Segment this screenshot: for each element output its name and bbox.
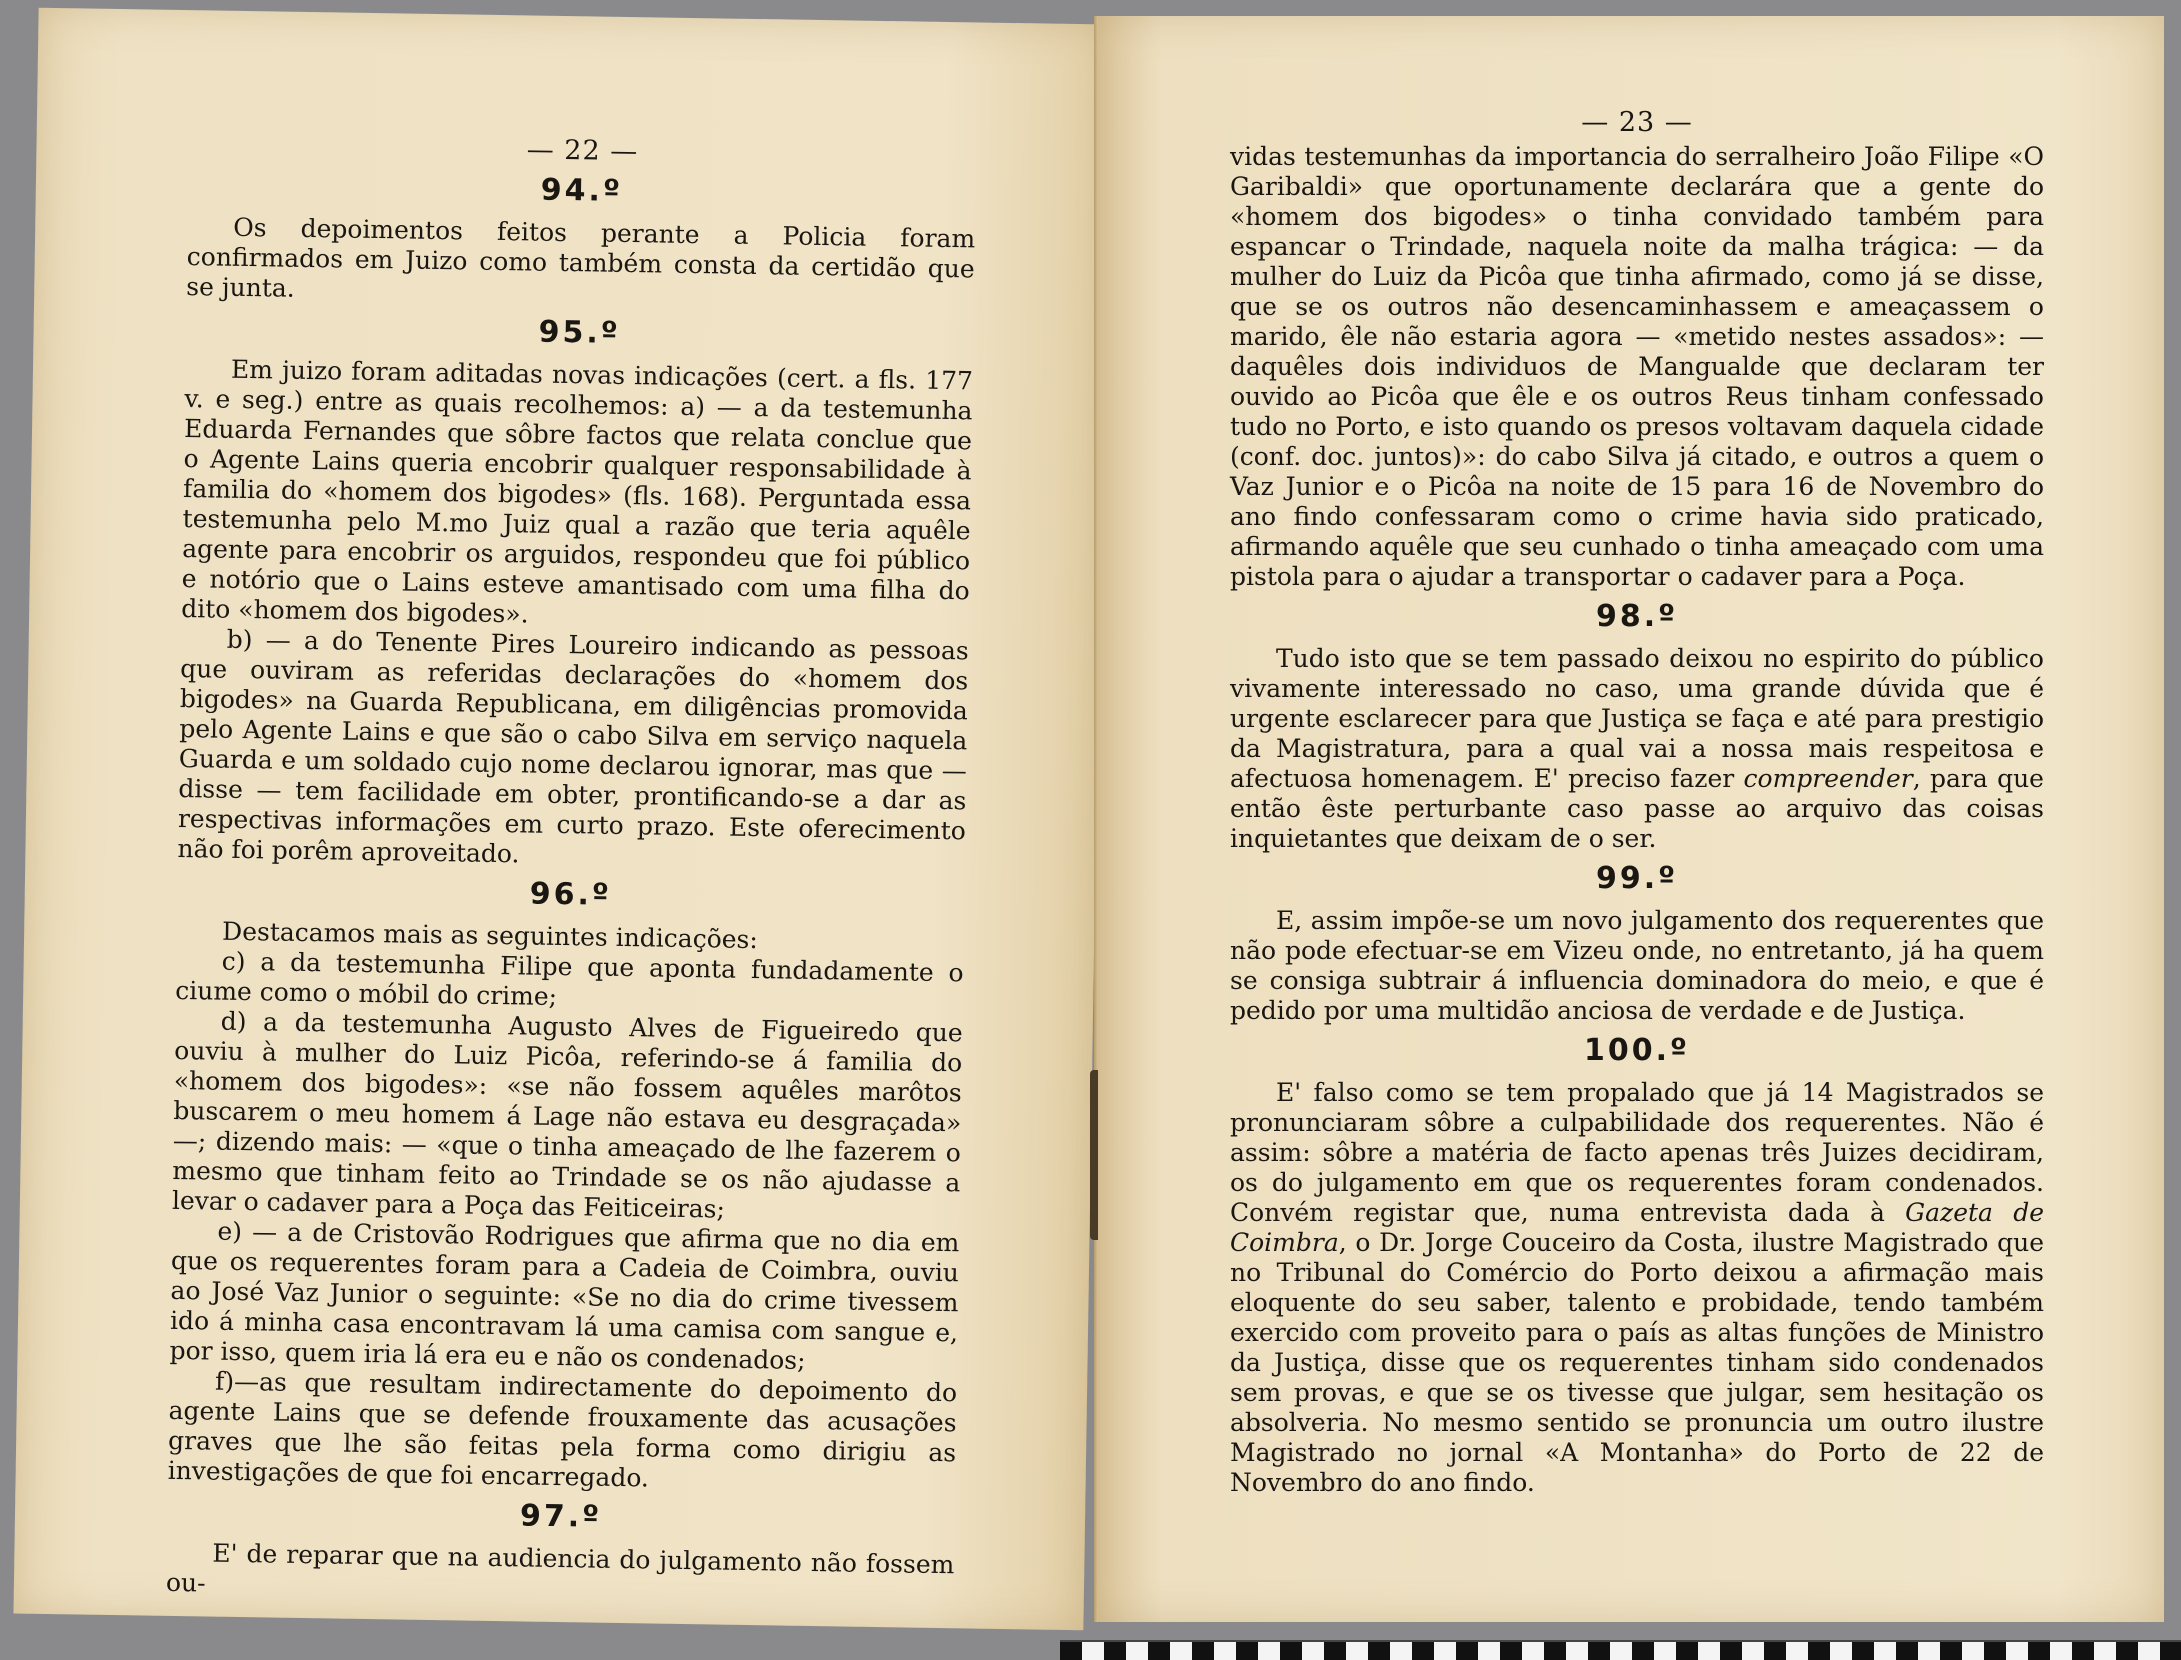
left-page-content <box>166 10 979 1610</box>
paragraph: f)—as que resultam indirectamente do depoimento do agente Lains que se defende frouxamente das acusações graves que lhe são feitas pela forma como dirigiu as investigações de que foi encarregado. <box>167 1366 958 1493</box>
paragraph: c) a da testemunha Filipe que aponta fundadamente o ciume como o móbil do crime; <box>175 946 964 1011</box>
right-page-content <box>1230 16 2044 1498</box>
emphasis-text: compreender <box>1743 764 1913 793</box>
page-number: — 23 — <box>1581 107 1693 138</box>
page-number: — 22 — <box>526 134 639 168</box>
article-number: 99.º <box>1595 861 1679 896</box>
paragraph: Destacamos mais as seguintes indicações: <box>221 916 759 955</box>
paragraph: b) — a do Tenente Pires Loureiro indicando as pessoas que ouviram as referidas declarações do «homem dos bigodes» na Guarda Republicana, em diligências promovida pelo Agente Lains e que são o cabo Silva em serviço naquela Guarda e um soldado cujo nome declarou ignorar, mas que — disse — tem facilidade em obter, prontificando-se a dar as respectivas informações em curto prazo. Este oferecimento não foi porêm aproveitado. <box>177 624 969 869</box>
paragraph: d) a da testemunha Augusto Alves de Figueiredo que ouviu à mulher do Luiz Picôa, referindo-se á familia do «homem dos bigodes»: «se não fossem aquêles marôtos buscarem o meu homem á Lage não estava eu desgraçada» —; dizendo mais: — «que o tinha ameaçado de lhe fazerem o mesmo que tinham feito ao Trindade se os não ajudasse a levar o cadaver para a Poça das Feiticeiras; <box>171 1006 963 1224</box>
article-number: 100.º <box>1584 1033 1690 1068</box>
right-page <box>1098 16 2164 1622</box>
article-number: 95.º <box>538 314 621 351</box>
article-number: 94.º <box>540 172 624 209</box>
paragraph <box>1230 644 2044 854</box>
paragraph: vidas testemunhas da importancia do serralheiro João Filipe «O Garibaldi» que oportunamente declarára que a gente do «homem dos bigodes» o tinha convidado também para espancar o Trindade, naquela noite da malha trágica: — da mulher do Luiz da Picôa que tinha afirmado, como já se disse, que se os outros não desencaminhassem e ameaçassem o marido, êle não estaria agora — «metido nestes assados»: — daquêles dois individuos de Mangualde que declaram ter ouvido ao Picôa que êle e os outros Reus tinham confessado tudo no Porto, e isto quando os presos voltavam daquela cidade (conf. doc. juntos)»: do cabo Silva já citado, e outros a quem o Vaz Junior e o Picôa na noite de 15 para 16 de Novembro do ano findo confessaram como o crime havia sido praticado, afirmando aquêle que seu cunhado o tinha ameaçado com uma pistola para o ajudar a transportar o cadaver para a Poça. <box>1230 142 2044 591</box>
paragraph <box>1230 1078 2044 1498</box>
paragraph-text: Tudo isto que se tem passado deixou no espirito do público vivamente interessado no caso, uma grande dúvida que é urgente esclarecer para que Justiça se faça e até para prestigio da Magistratura, para a qual vai a nossa mais respeitosa e afectuosa homenagem. E' preciso fazer <box>1230 644 2044 793</box>
paragraph-text: , para que então êste perturbante caso passe ao arquivo das coisas inquietantes que deixam de o ser. <box>1230 764 2044 853</box>
paragraph-text: E' falso como se tem propalado que já 14 Magistrados se pronunciaram sôbre a culpabilidade dos requerentes. Não é assim: sôbre a matéria de facto apenas três Juizes decidiram, os do julgamento em que os requerentes foram condenados. Convém registar que, numa entrevista dada à <box>1230 1078 2044 1227</box>
article-number: 98.º <box>1595 599 1679 634</box>
emphasis-text: Gazeta de Coimbra <box>1230 1198 2044 1257</box>
paragraph: E' de reparar que na audiencia do julgamento não fossem ou- <box>165 1538 955 1598</box>
paragraph-text: E, assim impõe-se um novo julgamento dos requerentes que não pode efectuar-se em Vizeu onde, no entretanto, já ha quem se consiga subtrair á influencia dominadora do meio, e que é pedido por uma multidão anciosa de verdade e de Justiça. <box>1230 906 2044 1025</box>
measurement-scale <box>1060 1640 2181 1660</box>
paragraph: Em juizo foram aditadas novas indicações (cert. a fls. 177 v. e seg.) entre as quais recolhemos: a) — a da testemunha Eduarda Fernandes que sôbre factos que relata conclue que o Agente Lains queria encobrir qualquer responsabilidade à familia do «homem dos bigodes» (fls. 168). Perguntada essa testemunha pelo M.mo Juiz qual a razão que teria aquêle agente para encobrir os arguidos, respondeu que foi público e notório que o Lains esteve amantisado com uma filha do dito «homem dos bigodes». <box>181 354 974 629</box>
article-number: 96.º <box>529 876 613 913</box>
article-number: 97.º <box>519 1498 603 1535</box>
paragraph <box>1230 906 2044 1026</box>
left-page <box>13 8 1108 1631</box>
paragraph-text: , o Dr. Jorge Couceiro da Costa, ilustre Magistrado que no Tribunal do Comércio do Porto deixou a afirmação mais eloquente do seu saber, talento e probidade, tendo também exercido com proveito para o país as altas funções de Ministro da Justiça, disse que os requerentes tinham sido condenados sem provas, e que se os tivesse que julgar, sem hesitação os absolveria. No mesmo sentido se pronuncia um outro ilustre Magistrado no jornal «A Montanha» do Porto de 22 de Novembro do ano findo. <box>1230 1228 2044 1497</box>
paragraph: Os depoimentos feitos perante a Policia foram confirmados em Juizo como também consta da certidão que se junta. <box>186 212 976 303</box>
paragraph: e) — a de Cristovão Rodrigues que afirma que no dia em que os requerentes foram para a Cadeia de Coimbra, ouviu ao José Vaz Junior o seguinte: «Se no dia do crime tivessem ido á minha casa encontravam lá uma camisa com sangue e, por isso, quem iria lá era eu e não os condenados; <box>169 1216 960 1375</box>
